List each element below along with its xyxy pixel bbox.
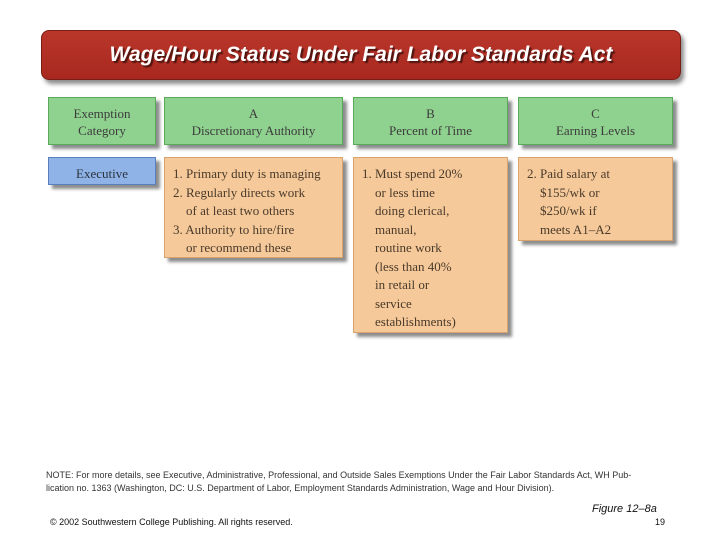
cell-line: routine work xyxy=(362,240,442,255)
header-discretionary-authority xyxy=(164,97,343,145)
cell-earning-levels xyxy=(518,157,673,241)
slide-title-banner xyxy=(41,30,681,80)
header-percent-of-time xyxy=(353,97,508,145)
cell-line: 3. Authority to hire/fire xyxy=(173,221,295,237)
header-earning-levels xyxy=(518,97,673,145)
cell-line: manual, xyxy=(362,221,417,237)
copyright-notice: © 2002 Southwestern College Publishing. All rights reserved. xyxy=(50,517,293,527)
row-label-executive xyxy=(48,157,156,185)
cell-line: meets A1–A2 xyxy=(527,221,612,237)
header-line: Exemption xyxy=(73,106,131,121)
slide-title: Wage/Hour Status Under Fair Labor Standards Act xyxy=(109,43,613,66)
note-line: lication no. 1363 (Washington, DC: U.S. Department of Labor, Employment Standards Administration, Wage and Hour Division). xyxy=(46,483,555,493)
figure-label: Figure 12–8a xyxy=(592,503,657,515)
cell-line: $155/wk or xyxy=(527,184,600,200)
header-line: B xyxy=(426,106,435,121)
cell-line: or recommend these xyxy=(173,240,292,255)
cell-line: 2. Paid salary at xyxy=(527,166,611,181)
cell-line: of at least two others xyxy=(173,203,295,218)
cell-percent-of-time xyxy=(353,157,508,333)
cell-discretionary-authority xyxy=(164,157,343,258)
cell-line: 1. Primary duty is managing xyxy=(173,166,321,181)
cell-line: (less than 40% xyxy=(362,258,452,274)
cell-line: establishments) xyxy=(362,314,456,329)
header-exemption-category xyxy=(48,97,156,145)
header-line: Discretionary Authority xyxy=(191,123,316,138)
note-line: NOTE: For more details, see Executive, Administrative, Professional, and Outside Sales Exemptions Under the Fair Labor Standards Act, WH Pub- xyxy=(46,470,632,480)
cell-line: or less time xyxy=(362,184,435,200)
page-number: 19 xyxy=(655,517,666,527)
row-label-text: Executive xyxy=(76,166,128,181)
cell-line: doing clerical, xyxy=(362,203,450,218)
header-line: Earning Levels xyxy=(555,123,636,138)
header-line: C xyxy=(591,106,600,121)
source-note xyxy=(46,469,686,495)
header-line: Percent of Time xyxy=(388,123,473,138)
header-line: Category xyxy=(78,123,126,138)
cell-line: 2. Regularly directs work xyxy=(173,184,306,200)
cell-line: 1. Must spend 20% xyxy=(362,166,463,181)
cell-line: $250/wk if xyxy=(527,203,597,218)
header-line: A xyxy=(248,106,259,121)
cell-line: service xyxy=(362,295,412,311)
cell-line: in retail or xyxy=(362,277,430,292)
